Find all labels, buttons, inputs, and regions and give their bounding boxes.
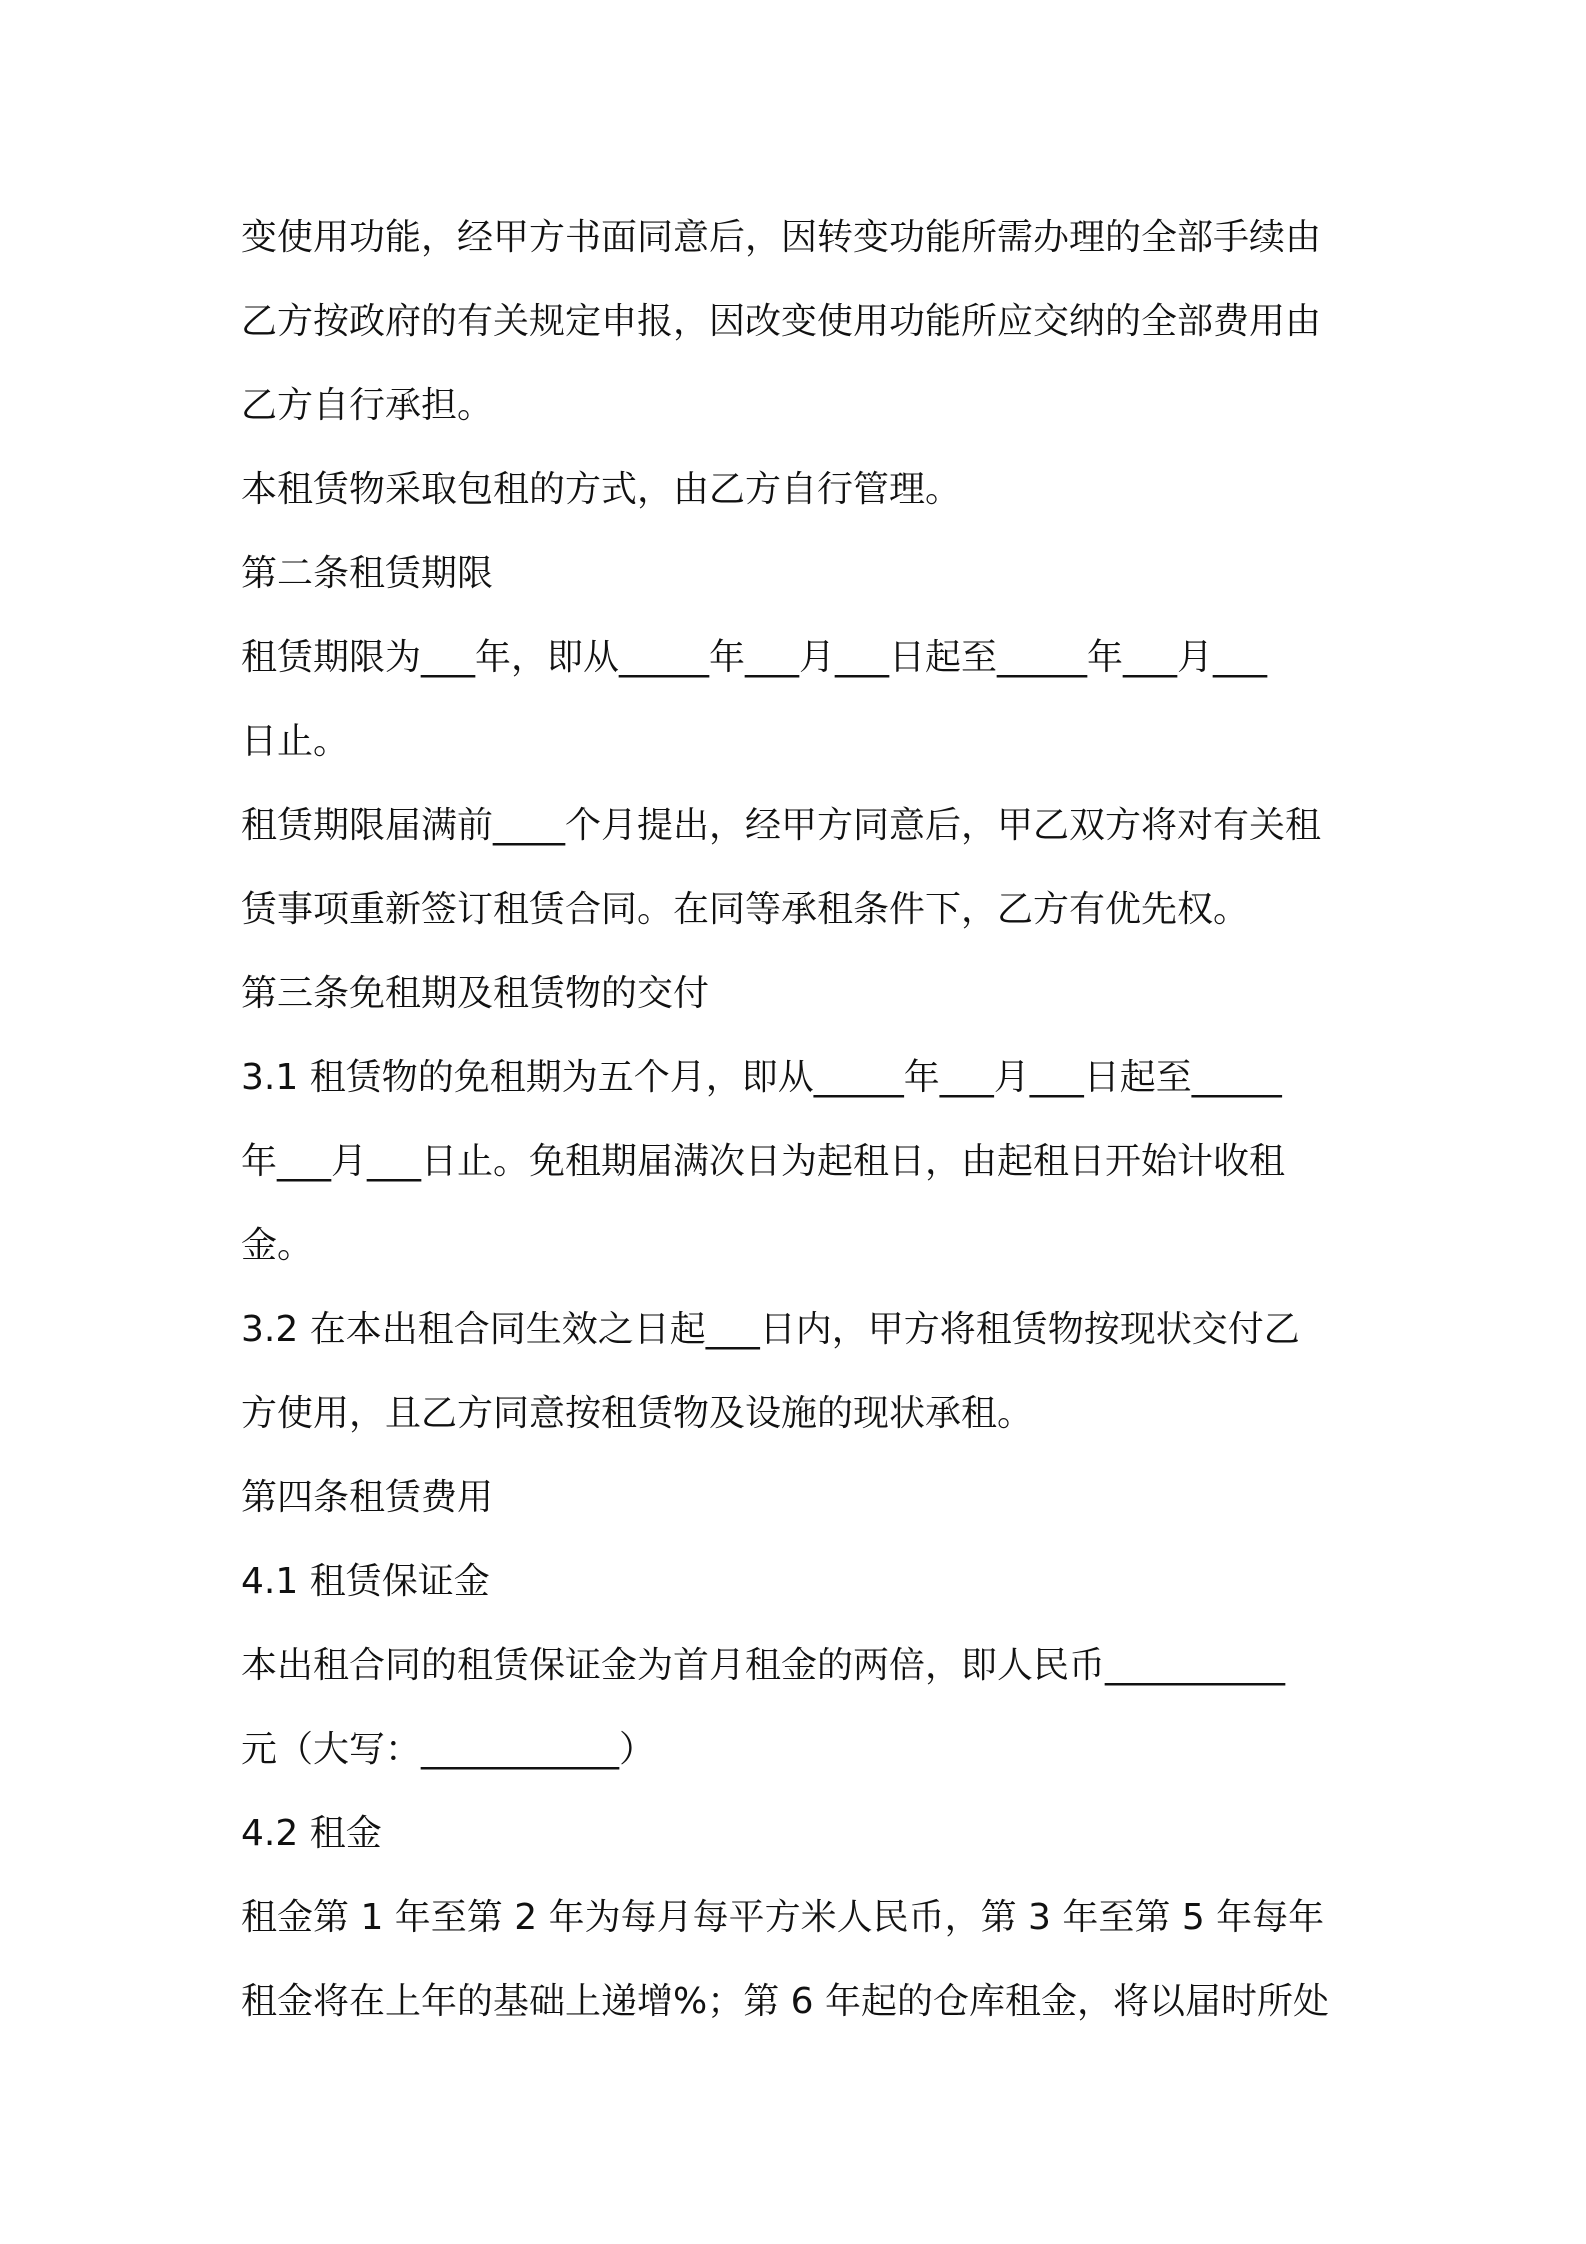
text-line: 乙方按政府的有关规定申报，因改变使用功能所应交纳的全部费用由 [241, 301, 1322, 342]
text-line: 本出租合同的租赁保证金为首月租金的两倍，即人民币__________ [241, 1645, 1286, 1686]
text-line: 金。 [241, 1225, 314, 1266]
subsection-heading: 4.1 租赁保证金 [241, 1561, 490, 1602]
text-line: 租赁期限为___年，即从_____年___月___日起至_____年___月___ [241, 637, 1268, 678]
text-line: 本租赁物采取包租的方式，由乙方自行管理。 [241, 469, 962, 510]
text-line: 3.2 在本出租合同生效之日起___日内，甲方将租赁物按现状交付乙 [241, 1309, 1300, 1350]
text-line: 年___月___日止。免租期届满次日为起租日，由起租日开始计收租 [241, 1141, 1286, 1182]
section-heading: 第四条租赁费用 [241, 1477, 494, 1518]
text-line: 变使用功能，经甲方书面同意后，因转变功能所需办理的全部手续由 [241, 217, 1322, 258]
subsection-heading: 4.2 租金 [241, 1813, 382, 1854]
text-line: 方使用，且乙方同意按租赁物及设施的现状承租。 [241, 1393, 1034, 1434]
text-line: 日止。 [241, 721, 350, 762]
text-line: 租赁期限届满前____个月提出，经甲方同意后，甲乙双方将对有关租 [241, 805, 1322, 846]
section-heading: 第三条免租期及租赁物的交付 [241, 973, 710, 1014]
text-line: 3.1 租赁物的免租期为五个月，即从_____年___月___日起至_____ [241, 1057, 1282, 1098]
text-line: 乙方自行承担。 [241, 385, 494, 426]
document-body [241, 196, 1361, 2044]
text-line: 租金第 1 年至第 2 年为每月每平方米人民币，第 3 年至第 5 年每年 [241, 1897, 1325, 1938]
text-line: 元（大写：___________） [241, 1729, 656, 1770]
section-heading: 第二条租赁期限 [241, 553, 494, 594]
text-line: 赁事项重新签订租赁合同。在同等承租条件下，乙方有优先权。 [241, 889, 1250, 930]
text-line: 租金将在上年的基础上递增%；第 6 年起的仓库租金，将以届时所处 [241, 1981, 1329, 2022]
